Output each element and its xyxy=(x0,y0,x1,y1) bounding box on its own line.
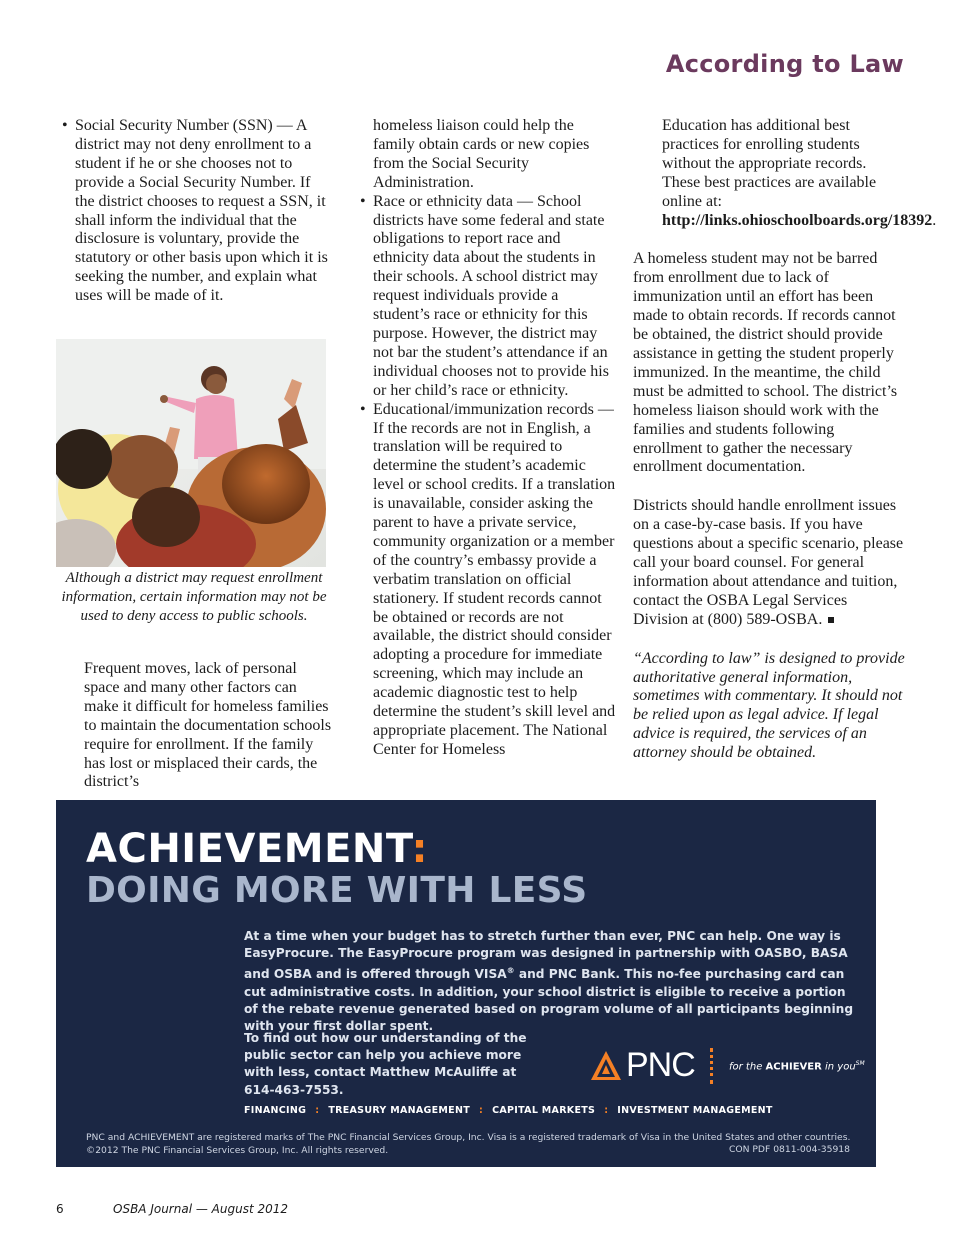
ohioschoolboards-link[interactable]: http://links.ohioschoolboards.org/18392 xyxy=(662,211,933,229)
column-3 xyxy=(633,117,937,763)
best-practices-end: . xyxy=(932,211,937,229)
service-investment: INVESTMENT MANAGEMENT xyxy=(617,1105,773,1116)
column-2 xyxy=(358,117,616,760)
ad-subheadline: DOING MORE WITH LESS xyxy=(86,870,588,911)
ad-legal-line-2: ©2012 The PNC Financial Services Group, Inc. All rights reserved. xyxy=(86,1145,389,1156)
pnc-advertisement xyxy=(56,800,876,1167)
bullet-list xyxy=(358,193,616,760)
dotted-divider xyxy=(710,1048,717,1084)
ad-body xyxy=(244,928,854,1035)
service-separator: : xyxy=(479,1105,484,1116)
tagline-bold: ACHIEVER xyxy=(765,1061,822,1073)
bullet-race-ethnicity: • Race or ethnicity data — School districts have some federal and state obligations to report race and ethnicity data about the students in their schools. A school district may request individuals provide a student’s race or ethnicity for this purpose. However, the district may not bar the student’s attendance if an individual chooses not to provide his or her child’s race or ethnicity. xyxy=(358,193,616,401)
ad-headline-colon: : xyxy=(411,826,428,872)
end-of-article-mark xyxy=(828,617,834,623)
classroom-illustration xyxy=(56,339,326,567)
best-practices-continuation xyxy=(633,117,937,230)
homeless-documentation-paragraph: Frequent moves, lack of personal space and many other factors can make it difficult for homeless families to maintain the documentation schools require for enrollment. If the family has lost or misplaced their cards, the district’s xyxy=(84,660,332,791)
service-treasury: TREASURY MANAGEMENT xyxy=(328,1105,470,1116)
disclaimer-paragraph: “According to law” is designed to provide authoritative general information, sometimes with commentary. It should not be relied upon as legal advice. If legal advice is required, the services of an attorney should be obtained. xyxy=(633,649,905,762)
pnc-tagline xyxy=(729,1060,865,1072)
ad-headline-text: ACHIEVEMENT xyxy=(86,826,412,872)
pnc-logo-text: PNC xyxy=(626,1046,695,1084)
bullet-ssn: • Social Security Number (SSN) — A district may not deny enrollment to a student if he or she chooses not to provide a Social Security Number. If the district chooses to request a SSN, it shall inform the individual that the disclosure is voluntary, provide the statutory or other basis upon which it is seeking the number, and explain what uses will be made of it. xyxy=(60,117,332,306)
ad-body-part-1: At a time when your budget has to stretch further than ever, PNC can help. One way is EasyProcure. The EasyProcure program was designed in partnership with OASBO, BASA and OSBA and is offered through VISA xyxy=(244,929,848,982)
service-mark: SM xyxy=(855,1060,865,1067)
classroom-photo xyxy=(56,339,326,567)
service-separator: : xyxy=(315,1105,320,1116)
photo-caption: Although a district may request enrollment information, certain information may not be used to deny access to public schools. xyxy=(61,570,327,624)
best-practices-text: Education has additional best practices for enrolling students without the appropriate records. These best practices are available online at: xyxy=(662,117,877,210)
section-title: According to Law xyxy=(665,50,904,78)
service-capital-markets: CAPITAL MARKETS xyxy=(492,1105,596,1116)
tagline-post: in you xyxy=(821,1061,856,1073)
page-number: 6 xyxy=(56,1202,64,1216)
ad-legal-line-1: PNC and ACHIEVEMENT are registered marks of The PNC Financial Services Group, Inc. Visa is a registered trademark of Visa in the United States and other countries. xyxy=(86,1132,851,1143)
case-by-case-text: Districts should handle enrollment issues on a case-by-case basis. If you have questions about a specific scenario, please call your board counsel. For general information about attendance and tuition, contact the OSBA Legal Services Division at (800) 589-OSBA. xyxy=(633,497,904,628)
publication-title: OSBA Journal — August 2012 xyxy=(113,1202,289,1216)
pnc-triangle-icon xyxy=(590,1050,622,1082)
ad-legal-code: CON PDF 0811-004-35918 xyxy=(728,1144,850,1155)
registered-mark: ® xyxy=(506,966,515,976)
pnc-logo xyxy=(590,1046,695,1085)
service-separator: : xyxy=(604,1105,609,1116)
service-financing: FINANCING xyxy=(244,1105,307,1116)
column-1-paragraph xyxy=(84,644,332,808)
services-list xyxy=(244,1105,773,1116)
ad-contact: To find out how our understanding of the public sector can help you achieve more with less, contact Matthew McAuliffe at 614-463-7553. xyxy=(244,1031,527,1097)
bullet-records: • Educational/immunization records — If the records are not in English, a translation will be required to determine the student’s academic level or school credits. If a translation is unavailable, consider asking the parent to have a private service, community organization or a member of the country’s embassy provide a verbatim translation on official stationery. If student records cannot be obtained or records are not available, the district should consider adopting a procedure for immediate screening, which may include an academic diagnostic test to help determine the student’s skill level and appropriate placement. The National Center for Homeless xyxy=(358,401,616,760)
ad-headline xyxy=(86,826,428,872)
column-1 xyxy=(60,117,332,306)
case-by-case-paragraph xyxy=(633,497,905,629)
ad-body-part-2: and PNC Bank. This no-fee purchasing card can cut administrative costs. In addition, your school district is eligible to receive a portion of the rebate revenue generated based on program volume of all participants beginning with your first dollar spent. xyxy=(244,967,854,1034)
liaison-continuation: homeless liaison could help the family obtain cards or new copies from the Social Security Administration. xyxy=(373,117,590,191)
bullet-list xyxy=(60,117,332,306)
tagline-pre: for the xyxy=(729,1061,766,1073)
immunization-paragraph: A homeless student may not be barred from enrollment due to lack of immunization until an effort has been made to obtain records. If records cannot be obtained, the district should provide assistance in getting the student properly immunized. In the meantime, the child must be admitted to school. The district’s homeless liaison should work with the families and students following enrollment to gather the necessary enrollment documentation. xyxy=(633,250,898,476)
